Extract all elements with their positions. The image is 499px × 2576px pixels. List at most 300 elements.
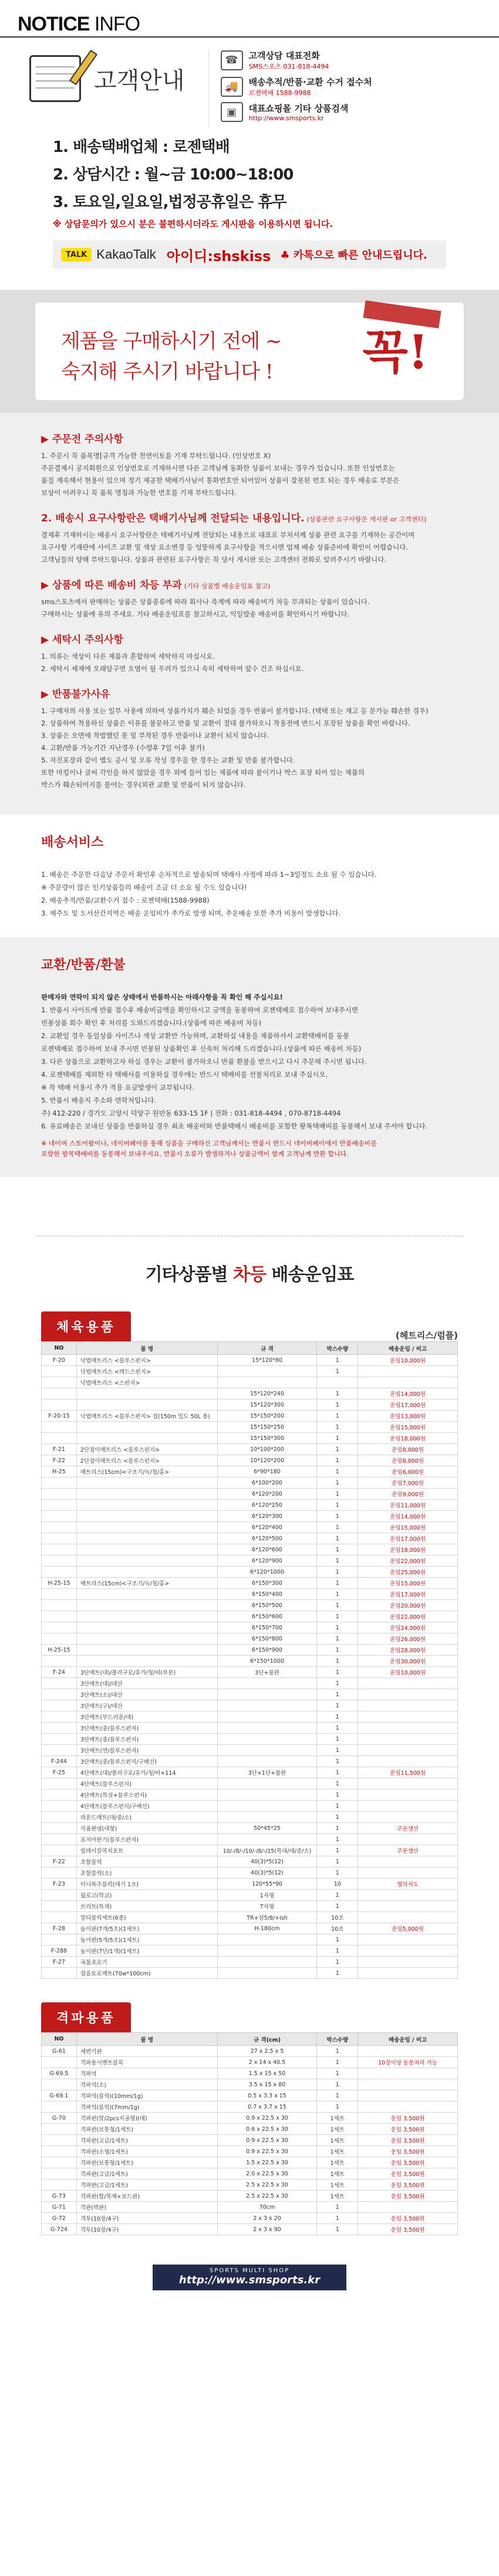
table-cell: 0.9 x 22.5 x 30 bbox=[217, 2135, 317, 2146]
table-cell: 6*120*500 bbox=[217, 1533, 317, 1544]
note-line: 4. 고환/반품 가능기간 지난경우 (수령후 7일 이후 불가) bbox=[41, 744, 205, 752]
table-cell: 1자형 bbox=[217, 1890, 317, 1901]
table-cell: 10장이상 동봉처리 가능 bbox=[358, 2057, 458, 2068]
footer-bar[interactable] bbox=[153, 2265, 346, 2290]
table-row bbox=[42, 2146, 458, 2157]
banner-card bbox=[35, 303, 464, 400]
table-cell bbox=[42, 1711, 77, 1723]
table-cell: 1 bbox=[317, 1611, 358, 1622]
table-cell: F-24 bbox=[42, 1667, 77, 1678]
table-cell: 표지아판기(블루스펀지) bbox=[76, 1834, 217, 1845]
table-cell: 1 bbox=[317, 2068, 358, 2079]
table-cell: 1 bbox=[317, 1678, 358, 1689]
table-cell bbox=[42, 2079, 77, 2090]
contact-row bbox=[221, 76, 470, 97]
table-cell bbox=[42, 1778, 77, 1789]
table-cell: 격투(10장/4구) bbox=[76, 2213, 217, 2224]
table-row bbox=[42, 2124, 458, 2135]
table-cell bbox=[76, 1544, 217, 1555]
sports-table-section bbox=[0, 1300, 499, 1985]
table-cell: 2.0 x 22.5 x 30 bbox=[217, 2168, 317, 2180]
table-cell: 운임 3,500원 bbox=[358, 2191, 458, 2202]
contact-box bbox=[208, 49, 470, 127]
table-cell bbox=[76, 1500, 217, 1511]
delivery-title: 배송서비스 bbox=[0, 815, 499, 859]
table-row bbox=[42, 1801, 458, 1812]
table-cell bbox=[76, 1433, 217, 1444]
table-cell: 격파석 bbox=[76, 2068, 217, 2079]
table-cell bbox=[217, 1711, 317, 1723]
table-row bbox=[42, 1633, 458, 1645]
table-cell bbox=[42, 1422, 77, 1433]
table-cell: F-28 bbox=[42, 1923, 77, 1934]
table-cell bbox=[217, 1812, 317, 1823]
note-line: 구매하시는 상품에 유의 주세요. 기타 배송운임표를 참고하시고, 익일발송 배송비를 확인하시기 바랍니다. bbox=[41, 610, 350, 618]
table-cell bbox=[358, 1945, 458, 1957]
table-cell: 1세트 bbox=[317, 2135, 358, 2146]
table-cell: 격파석(소) bbox=[76, 2079, 217, 2090]
table-cell bbox=[358, 1689, 458, 1700]
table-row bbox=[42, 1689, 458, 1700]
kakao-bar bbox=[53, 240, 446, 269]
table-cell: 1 bbox=[317, 1645, 358, 1656]
table-cell: F-23 bbox=[42, 1879, 77, 1890]
note-line: 보상이 어려우니 꼭 품목 명칭과 가능한 번호를 기재 부탁드립니다. bbox=[41, 489, 237, 497]
table-cell bbox=[358, 1711, 458, 1723]
table-cell bbox=[42, 1522, 77, 1533]
table-cell: F-20-15 bbox=[42, 1411, 77, 1422]
table-row bbox=[42, 2168, 458, 2180]
table-cell bbox=[358, 1812, 458, 1823]
table-cell: 6*150*800 bbox=[217, 1633, 317, 1645]
table-cell: 1 bbox=[317, 1667, 358, 1678]
table-cell: H-25-15 bbox=[42, 1645, 77, 1656]
table-cell: 1 bbox=[317, 1500, 358, 1511]
table-cell bbox=[76, 1589, 217, 1600]
table-cell bbox=[42, 2135, 77, 2146]
table-cell: 2단접이매트리스 <블루스펀지> bbox=[76, 1444, 217, 1455]
contact-title: 대표쇼핑몰 기타 상품검색 bbox=[248, 103, 349, 114]
table-cell bbox=[42, 2157, 77, 2168]
table-cell: F-20 bbox=[42, 1355, 77, 1366]
table-cell: 1 bbox=[317, 1968, 358, 1979]
table-row bbox=[42, 1711, 458, 1723]
delivery-line: ※ 주문량이 많은 인기상품들의 배송이 조금 더 소요 될 수도 있습니다! bbox=[41, 883, 247, 892]
table-cell: T자형 bbox=[217, 1901, 317, 1912]
table-cell: 1 bbox=[317, 1812, 358, 1823]
column-header: 규 격(cm) bbox=[217, 2033, 317, 2046]
exchange-line: 1. 반품시 사이트에 반품 접수후 배송비금액을 확인하시고 금액을 동봉하여 로젠택배로 접수하여 보내주시면 bbox=[41, 1006, 358, 1014]
table-cell: 10조 bbox=[317, 1912, 358, 1923]
table-cell: 1 bbox=[317, 1511, 358, 1522]
table-cell: 3단매트(대)/대산 bbox=[76, 1678, 217, 1689]
contact-row bbox=[221, 49, 470, 71]
table-cell: 0.6 x 22.5 x 30 bbox=[217, 2124, 317, 2135]
table-row bbox=[42, 1555, 458, 1567]
table-cell: 1 bbox=[317, 1756, 358, 1767]
note-line: 1. 주문시 꼭 품목명[규격 가능한 천연이토를 기재 부탁드립니다. (인상번호 X) bbox=[41, 452, 271, 460]
table-cell: 1세트 bbox=[317, 2124, 358, 2135]
caution-notes bbox=[0, 413, 499, 815]
table-cell: G-73 bbox=[42, 2191, 77, 2202]
table-cell: 1세트 bbox=[317, 2113, 358, 2124]
table-cell bbox=[358, 2046, 458, 2057]
table-cell: 1 bbox=[317, 1399, 358, 1411]
table-cell bbox=[358, 2068, 458, 2079]
table-cell: 1 bbox=[317, 1834, 358, 1845]
table-row bbox=[42, 2213, 458, 2224]
table-row bbox=[42, 1444, 458, 1455]
table-row bbox=[42, 1789, 458, 1801]
table-cell bbox=[42, 1611, 77, 1622]
table-cell: 놀이판(7개/5조)(1세트) bbox=[76, 1923, 217, 1934]
notice-header bbox=[0, 0, 499, 38]
table-cell: 접을토로매트(70w*100cm) bbox=[76, 1968, 217, 1979]
table-cell bbox=[358, 2202, 458, 2213]
banner-kkok: 꼭! bbox=[362, 324, 429, 379]
kakao-id: 아이디:shskiss bbox=[166, 248, 271, 265]
table-cell: 각율판넬(대형) bbox=[76, 1823, 217, 1834]
table-cell bbox=[42, 1700, 77, 1711]
table-cell bbox=[42, 1622, 77, 1633]
table-row bbox=[42, 1466, 458, 1477]
table-cell: 1 bbox=[317, 1867, 358, 1879]
table-cell: 운임 3,500원 bbox=[358, 2146, 458, 2157]
table-cell: 협의처도 bbox=[358, 1879, 458, 1890]
table-row bbox=[42, 1845, 458, 1856]
note-line: 주문결제시 공지회원으로 인상번호로 기재하시면 다른 고객님께 동화한 상품이 보내는 경우가 있습니다. 또한 인상번호는 bbox=[41, 464, 395, 472]
table-cell: 0.7 x 3.7 x 15 bbox=[217, 2102, 317, 2113]
table-cell: 3단매트(연/블루스펀지) bbox=[76, 1745, 217, 1756]
table-cell bbox=[358, 1377, 458, 1388]
table-cell bbox=[76, 1511, 217, 1522]
table-cell: G-69.1 bbox=[42, 2090, 77, 2102]
table-cell bbox=[42, 1533, 77, 1544]
table-cell bbox=[42, 1723, 77, 1734]
table-cell bbox=[217, 1934, 317, 1945]
table-cell bbox=[42, 1567, 77, 1578]
table-row bbox=[42, 1355, 458, 1366]
table-cell bbox=[358, 1801, 458, 1812]
table-cell: 50*45*25 bbox=[217, 1823, 317, 1834]
table-cell bbox=[42, 1678, 77, 1689]
table-cell: 운임9,000원 bbox=[358, 1489, 458, 1500]
table-cell: 격파판(고급/1세트) bbox=[76, 2180, 217, 2191]
guide-list bbox=[29, 135, 470, 212]
table-cell bbox=[358, 1756, 458, 1767]
table-cell: 40(3)*5(12) bbox=[217, 1856, 317, 1867]
table-cell: 낙법매트리스 <블루스펀지> 접(150m 밀도 50L 용) bbox=[76, 1411, 217, 1422]
table-row bbox=[42, 1756, 458, 1767]
table-cell bbox=[358, 1778, 458, 1789]
table-cell bbox=[42, 1934, 77, 1945]
table-row bbox=[42, 2202, 458, 2213]
table-cell bbox=[42, 1801, 77, 1812]
table-cell bbox=[42, 1689, 77, 1700]
table-cell: 6*120*300 bbox=[217, 1511, 317, 1522]
table-cell: 2 x 3 x 20 bbox=[217, 2213, 317, 2224]
table-cell: 1 bbox=[317, 1477, 358, 1489]
contact-title: 배송추적/반품·교환 수거 접수처 bbox=[248, 77, 372, 87]
table-row bbox=[42, 1567, 458, 1578]
table-cell bbox=[76, 1611, 217, 1622]
table-cell: 1 bbox=[317, 1444, 358, 1455]
exchange-line: 3. 다른 상품으로 교환하고자 하실 경우는 교환이 불가하오니 반품 환불을 받으시고 다시 주문해 주시면 됩니다. bbox=[41, 1057, 367, 1066]
table-cell bbox=[42, 1377, 77, 1388]
table-cell bbox=[217, 1745, 317, 1756]
table-row bbox=[42, 1522, 458, 1533]
table-cell: 1.5 x 22.5 x 30 bbox=[217, 2157, 317, 2168]
column-header: 규 격 bbox=[217, 1342, 317, 1355]
table-cell: 1세트 bbox=[317, 2191, 358, 2202]
table-cell bbox=[358, 1366, 458, 1377]
note-line: 결제후 기재하시는 배송시 요구사항란은 택배기사님께 전달되는 내용으로 대표로 부처서께 상품 관련 요구를 기재하는 공간이며 bbox=[41, 531, 415, 539]
note-heading: 2. 배송시 요구사항란은 택배기사님께 전달되는 내용입니다. (상품관련 요구사항은 게시판 or 고객센터) bbox=[41, 513, 427, 524]
table-row bbox=[42, 2180, 458, 2191]
table-cell: F-22 bbox=[42, 1856, 77, 1867]
table-row bbox=[42, 2068, 458, 2079]
table-cell: 격파판(고급/1세트) bbox=[76, 2135, 217, 2146]
table-cell bbox=[76, 1645, 217, 1656]
table-cell: 운임5,000원 bbox=[358, 1923, 458, 1934]
table-cell: 4단매트(대)/폴리구로/유가/청/비+114 bbox=[76, 1767, 217, 1778]
customer-guide bbox=[0, 38, 499, 290]
table-cell: 6*120*600 bbox=[217, 1544, 317, 1555]
table-cell: 3단매트(대)/폴리구로/유가/청/비(부분) bbox=[76, 1667, 217, 1678]
note-heading: ▶ 세탁시 주의사항 bbox=[41, 634, 123, 646]
table-cell bbox=[42, 1845, 77, 1856]
fencing-table bbox=[41, 2032, 458, 2235]
footer-shop-name: SPORTS MULTI SHOP bbox=[209, 2267, 290, 2274]
table-cell: 1 bbox=[317, 1355, 358, 1366]
table-cell: 10*100*200 bbox=[217, 1444, 317, 1455]
contact-sub: http://www.smsports.kr bbox=[248, 114, 324, 122]
table-cell: 1 bbox=[317, 1455, 358, 1466]
table-cell: 운임 3,500원 bbox=[358, 2213, 458, 2224]
table-cell: 0.9 x 22.5 x 30 bbox=[217, 2113, 317, 2124]
table-cell: 15*150*300 bbox=[217, 1433, 317, 1444]
table-cell bbox=[42, 1968, 77, 1979]
table-cell: 6*150*700 bbox=[217, 1622, 317, 1633]
table-cell: 1 bbox=[317, 2102, 358, 2113]
table-cell: 1 bbox=[317, 1734, 358, 1745]
table-cell: 운임7,000원 bbox=[358, 1477, 458, 1489]
table-cell: 브리트(특제) bbox=[76, 1901, 217, 1912]
table-cell bbox=[317, 1377, 358, 1388]
note-line: 1. 의류는 색상이 다른 제품과 혼합하여 세탁하지 마십시요. bbox=[41, 652, 215, 660]
note-line: sms스포츠에서 판매하는 상품은 상품종류에 따라 회사나 측계에 따라 배송비가 차등 부과되는 상품이 있습니다. bbox=[41, 598, 370, 606]
table-cell: 주문생산 bbox=[358, 1823, 458, 1834]
table-cell: 운임25,000원 bbox=[358, 1567, 458, 1578]
table-cell bbox=[76, 1656, 217, 1667]
column-header: 박스수량 bbox=[317, 2033, 358, 2046]
table-cell bbox=[42, 2146, 77, 2157]
exchange-line: ※ 착 택배 이용시 추가 적용 요금발생이 교부됩니다. bbox=[41, 1083, 195, 1092]
note-line: 1. 구매자의 사용 또는 일부 사용에 의하여 상품가치가 훼손 되었을 경우 반품이 불가합니다. (택택 또는 재고 등 분가능 훼손한 경우) bbox=[41, 707, 429, 715]
table-cell: 1 bbox=[317, 1723, 358, 1734]
table-row bbox=[42, 1968, 458, 1979]
table-cell: H-25-15 bbox=[42, 1578, 77, 1589]
table-cell: 미니복주블럭(대기 1조) bbox=[76, 1879, 217, 1890]
pencil-icon bbox=[69, 50, 97, 85]
table-cell bbox=[358, 1957, 458, 1968]
table-cell bbox=[42, 1366, 77, 1377]
table-cell bbox=[76, 1600, 217, 1611]
kakao-tail: ♣ 카톡으로 빠른 안내드립니다. bbox=[280, 249, 427, 262]
table-cell: 1 bbox=[317, 1533, 358, 1544]
fencing-table-section bbox=[0, 1985, 499, 2241]
table-cell bbox=[42, 1600, 77, 1611]
table-cell: 격파판(소형/1세트) bbox=[76, 2146, 217, 2157]
table-cell: 4단매트(특설+블루스펀지) bbox=[76, 1789, 217, 1801]
table-row bbox=[42, 1923, 458, 1934]
table-row bbox=[42, 2191, 458, 2202]
table-header-row bbox=[42, 1342, 458, 1355]
table-cell: 매트리스(15cm)<구조기/녹/청/홍> bbox=[76, 1578, 217, 1589]
table-cell: 주문생산 bbox=[358, 1845, 458, 1856]
table-row bbox=[42, 1477, 458, 1489]
column-header: 박스수량 bbox=[317, 1342, 358, 1355]
table-cell: 격파판(보통형/1세트) bbox=[76, 2124, 217, 2135]
table-cell: 1 bbox=[317, 1633, 358, 1645]
table-cell: 운임15,000원 bbox=[358, 1422, 458, 1433]
table-cell bbox=[358, 1789, 458, 1801]
footer-url[interactable]: http://www.smsports.kr bbox=[178, 2274, 321, 2286]
table-cell: 3단매트(중/블루스펀지) bbox=[76, 1734, 217, 1745]
table-cell: 1세트 bbox=[317, 2180, 358, 2191]
table-cell: 1 bbox=[317, 1778, 358, 1789]
table-cell bbox=[217, 1756, 317, 1767]
table-cell: 1 bbox=[317, 1466, 358, 1477]
table-row bbox=[42, 2113, 458, 2124]
table-cell: 놀이판(5개/5조)(1세트) bbox=[76, 1934, 217, 1945]
table-cell bbox=[217, 1789, 317, 1801]
delivery-line: 1. 배송은 주문한 다음날 주문서 확인후 순차적으로 발송되며 택배사 사정에 따라 1~3일정도 소요 될 수 있습니다. bbox=[41, 870, 377, 879]
table-cell: 운임15,000원 bbox=[358, 1522, 458, 1533]
table-cell bbox=[42, 1633, 77, 1645]
table-cell: 운임14,000원 bbox=[358, 1511, 458, 1522]
kakao-talk-icon: TALK bbox=[61, 248, 92, 262]
table-row bbox=[42, 2102, 458, 2113]
table-cell: 라운드매트(대/중/소) bbox=[76, 1812, 217, 1823]
table-cell: 10/-/8/-/10/-/8/-/15(특대/대/중/소) bbox=[217, 1845, 317, 1856]
table-cell bbox=[217, 1968, 317, 1979]
table-row bbox=[42, 1455, 458, 1466]
table-cell bbox=[42, 1734, 77, 1745]
table-cell bbox=[42, 2124, 77, 2135]
table-row bbox=[42, 1366, 458, 1377]
table-cell: 120*55*90 bbox=[217, 1879, 317, 1890]
table-row bbox=[42, 1890, 458, 1901]
table-cell bbox=[42, 1388, 77, 1399]
table-cell: 1 bbox=[317, 1544, 358, 1555]
contact-sub: SMS스포츠 031-818-4494 bbox=[248, 63, 329, 70]
table-cell: 운임17,000원 bbox=[358, 1399, 458, 1411]
table-cell: G-72 bbox=[42, 2213, 77, 2224]
table-cell: 3단매트(구)/대산 bbox=[76, 1700, 217, 1711]
table-cell: 1세트 bbox=[317, 2168, 358, 2180]
table-cell bbox=[76, 1533, 217, 1544]
table-cell: 격파판(말/2pcs지공형)(대) bbox=[76, 2113, 217, 2124]
table-cell: 10*120*200 bbox=[217, 1455, 317, 1466]
table-cell bbox=[76, 1477, 217, 1489]
table-cell: 6*100*200 bbox=[217, 1477, 317, 1489]
sports-table bbox=[41, 1341, 458, 1979]
table-cell bbox=[42, 1500, 77, 1511]
table-cell bbox=[358, 1734, 458, 1745]
table-cell: 1 bbox=[317, 1711, 358, 1723]
table-cell: 격파용시멘트블록 bbox=[76, 2057, 217, 2068]
table-row bbox=[42, 2057, 458, 2068]
table-cell: 놀이판(7단/1개)(1세트) bbox=[76, 1945, 217, 1957]
table-cell: 격파판(합/목재+보드판) bbox=[76, 2191, 217, 2202]
table-cell: 운임6,000원 bbox=[358, 1466, 458, 1477]
exchange-line: 주) 412-220 / 경기도 고양시 덕양구 원빈동 633-15 1F | 전화 : 031-818-4494 , 070-8718-4494 bbox=[41, 1109, 341, 1117]
table-page-title: 기타상품별 차등 배송운임표 bbox=[145, 1265, 354, 1285]
table-cell: 1 bbox=[317, 2224, 358, 2235]
table-cell bbox=[358, 1901, 458, 1912]
table-cell: H-180cm bbox=[217, 1923, 317, 1934]
delivery-line: 2. 배송추적/반품/교환수거 접수 : 로젠택배(1588-9988) bbox=[41, 896, 210, 904]
table-cell: 운임 3,500원 bbox=[358, 2180, 458, 2191]
table-cell: 1 bbox=[317, 1823, 358, 1834]
table-cell bbox=[358, 2079, 458, 2090]
table-cell bbox=[217, 1700, 317, 1711]
table-cell: 곡물초로기 bbox=[76, 1957, 217, 1968]
table-cell: 6*120*250 bbox=[217, 1500, 317, 1511]
table-cell: 10 bbox=[317, 1879, 358, 1890]
table-cell bbox=[76, 1522, 217, 1533]
column-header: NO bbox=[42, 1342, 77, 1355]
table-cell: 운임10,000원 bbox=[358, 1667, 458, 1678]
table-cell: 6*120*900 bbox=[217, 1555, 317, 1567]
table-cell: 격판(벽판) bbox=[76, 2202, 217, 2213]
table-cell: 0.5 x 3.3 x 15 bbox=[217, 2090, 317, 2102]
table-row bbox=[42, 2079, 458, 2090]
table-cell: G-61 bbox=[42, 2046, 77, 2057]
column-header: 품 명 bbox=[76, 1342, 217, 1355]
table-cell bbox=[217, 1734, 317, 1745]
table-cell: 운임26,000원 bbox=[358, 1633, 458, 1645]
guide-item: 1. 배송택배업체 : 로젠택배 bbox=[53, 138, 230, 156]
table-cell: 1 bbox=[317, 1901, 358, 1912]
table-cell bbox=[217, 1377, 317, 1388]
table-cell: 1 bbox=[317, 1622, 358, 1633]
contact-title: 고객상담 대표전화 bbox=[248, 50, 320, 61]
table-cell: 6*150*500 bbox=[217, 1600, 317, 1611]
note-heading: ▶ 상품에 따른 배송비 차등 부과 (기타 상품별 배송운임표 참고) bbox=[41, 579, 271, 591]
table-cell: 1.5 x 15 x 50 bbox=[217, 2068, 317, 2079]
guide-note: ※ 상담문의가 있으시 분은 불편하시더라도 게시판을 이용하시면 됩니다. bbox=[53, 219, 333, 229]
table-cell: 릴레이칼콕치포트 bbox=[76, 1845, 217, 1856]
table-row bbox=[42, 1734, 458, 1745]
table-cell bbox=[42, 1544, 77, 1555]
table-row bbox=[42, 1500, 458, 1511]
exchange-line: 5. 반품시 배송지 주소와 연락처입니다. bbox=[41, 1096, 156, 1104]
table-row bbox=[42, 1934, 458, 1945]
table-cell bbox=[358, 1912, 458, 1923]
table-cell: 1 bbox=[317, 1957, 358, 1968]
table-cell: 운임 3,500원 bbox=[358, 2157, 458, 2168]
table-cell bbox=[42, 1555, 77, 1567]
table-cell: 1 bbox=[317, 2213, 358, 2224]
table-cell: 6*120*1000 bbox=[217, 1567, 317, 1578]
table-cell bbox=[217, 1945, 317, 1957]
table-row bbox=[42, 1823, 458, 1834]
table-cell: 운임 3,500원 bbox=[358, 2168, 458, 2180]
table-cell: 1세트 bbox=[317, 2157, 358, 2168]
table-row bbox=[42, 1778, 458, 1789]
